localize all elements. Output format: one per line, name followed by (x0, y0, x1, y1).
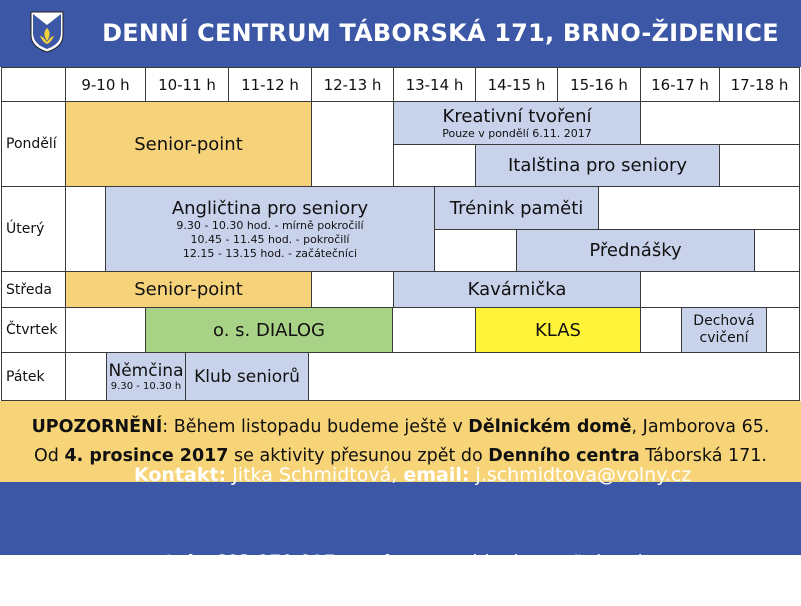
hour-header: 11-12 h (228, 67, 312, 102)
empty-slot (640, 307, 682, 353)
hour-header: 10-11 h (145, 67, 229, 102)
day-label-friday: Pátek (6, 368, 45, 385)
hour-header: 15-16 h (557, 67, 641, 102)
empty-slot (434, 229, 517, 272)
activity-klub-senioru: Klub seniorů (185, 352, 309, 401)
schedule-table (0, 67, 801, 401)
web-link[interactable]: www.zidenice.eu/taborska (405, 550, 660, 573)
header-banner (0, 0, 801, 67)
empty-slot (65, 186, 106, 272)
activity-klas: KLAS (475, 307, 641, 353)
activity-dialog: o. s. DIALOG (145, 307, 393, 353)
hour-header: 17-18 h (719, 67, 800, 102)
notice-line-1: UPOZORNĚNÍ: Během listopadu budeme ještě v Dělnickém domě, Jamborova 65. (31, 416, 770, 437)
day-label-thursday: Čtvrtek (6, 322, 58, 338)
activity-anglictina: Angličtina pro seniory 9.30 - 10.30 hod. - mírně pokročilí 10.45 - 11.45 hod. - pokročilí 12.15 - 13.15 hod. - začátečníci (105, 186, 435, 272)
activity-senior-point-monday: Senior-point (65, 101, 312, 187)
activity-dechova-cviceni: Dechová cvičení (681, 307, 767, 353)
activity-senior-point-wednesday: Senior-point (65, 271, 312, 308)
zidenice-coat-of-arms-icon (30, 11, 64, 53)
page-title: DENNÍ CENTRUM TÁBORSKÁ 171, BRNO-ŽIDENICE (102, 19, 779, 47)
hour-header: 13-14 h (393, 67, 476, 102)
empty-slot (719, 144, 800, 187)
empty-slot (754, 229, 800, 272)
hour-header: 16-17 h (640, 67, 720, 102)
corner-cell (1, 67, 66, 102)
activity-kreativni-tvoreni: Kreativní tvoření Pouze v pondělí 6.11. 2017 (393, 101, 641, 145)
empty-slot (311, 271, 394, 308)
activity-italstina: Italština pro seniory (475, 144, 720, 187)
empty-slot (308, 352, 800, 401)
contact-line: Kontakt: Jitka Schmidtová, email: j.schmidtova@volny.cz (133, 463, 692, 486)
empty-slot (598, 186, 800, 230)
day-label-tuesday: Úterý (6, 221, 45, 237)
notice-line-2: Od 4. prosince 2017 se aktivity přesunou zpět do Denního centra Táborská 171. (34, 445, 767, 466)
empty-slot (65, 307, 146, 353)
tel-web-line: tel.: 603 970 017 web: www.zidenice.eu/taborska (165, 550, 660, 573)
activity-trenink-pameti: Trénink paměti (434, 186, 599, 230)
empty-slot (392, 307, 476, 353)
phone-number[interactable]: 603 970 017 (208, 550, 354, 573)
activity-prednasky: Přednášky (516, 229, 755, 272)
empty-slot (65, 352, 107, 401)
hour-header: 14-15 h (475, 67, 558, 102)
activity-nemcina: Němčina 9.30 - 10.30 h (106, 352, 186, 401)
empty-slot (311, 101, 394, 187)
hour-header: 9-10 h (65, 67, 146, 102)
hour-header: 12-13 h (311, 67, 394, 102)
contact-footer (0, 463, 801, 573)
day-label-monday: Pondělí (6, 136, 57, 152)
empty-slot (640, 101, 800, 145)
activity-kavarnicka: Kavárnička (393, 271, 641, 308)
day-label-wednesday: Středa (6, 281, 52, 298)
email-link[interactable]: j.schmidtova@volny.cz (469, 463, 692, 486)
empty-slot (393, 144, 476, 187)
empty-slot (766, 307, 800, 353)
empty-slot (640, 271, 800, 308)
